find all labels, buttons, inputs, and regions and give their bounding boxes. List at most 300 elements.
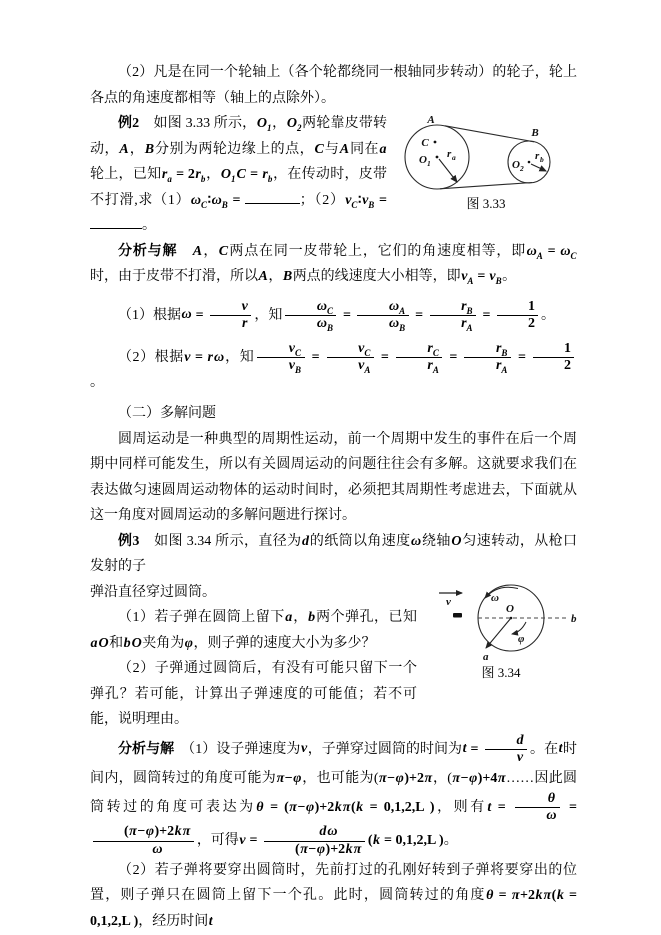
- text: (: [350, 800, 356, 816]
- text: ω: [327, 824, 338, 840]
- math-var: [239, 833, 246, 848]
- math-subscript: A: [467, 275, 474, 286]
- math-var: [207, 350, 213, 365]
- math-var: [543, 888, 552, 903]
- math-var: [258, 269, 268, 284]
- text: 。: [443, 833, 458, 849]
- text: =: [246, 833, 262, 849]
- text-run: [502, 269, 516, 284]
- math-var: [327, 824, 338, 839]
- text: d: [516, 732, 524, 748]
- text: 两个弹孔，已知: [315, 610, 418, 626]
- text-run: [478, 771, 498, 786]
- text: 两点的线速度大小相等，即: [292, 269, 461, 284]
- text: ，: [205, 167, 221, 182]
- text: =: [339, 307, 355, 323]
- text-run: [494, 888, 511, 903]
- text-run: [142, 218, 156, 233]
- text: 。: [90, 374, 104, 390]
- bold-label: [118, 244, 177, 259]
- math-var: [373, 833, 381, 848]
- text: π: [289, 800, 297, 816]
- math-subscript: A: [432, 364, 439, 375]
- para-periodicity-intro: [90, 427, 577, 529]
- text: a: [285, 610, 293, 626]
- text-run: [285, 771, 293, 786]
- text: （2）凡是在同一个轮轴上（各个轮都绕同一根轴同步转动）的轮子，轮上各点的角速度都相等（轴上的点除外）。: [90, 65, 577, 106]
- math-var: [358, 358, 371, 373]
- math-var: [184, 350, 191, 365]
- text: =: [491, 800, 512, 816]
- text-run: [90, 375, 104, 390]
- text: ∶: [207, 192, 212, 208]
- text-run: [206, 167, 221, 182]
- text: π: [276, 770, 285, 786]
- text-run: [139, 534, 301, 549]
- point-C-dot: [434, 141, 437, 144]
- label-B: B: [531, 127, 539, 139]
- math-var: [286, 116, 302, 131]
- text: 。在: [530, 741, 559, 757]
- text-run: [308, 741, 462, 756]
- text: r: [161, 167, 168, 182]
- label-O: O: [506, 602, 514, 615]
- text-run: [387, 771, 395, 786]
- label-C: C: [421, 137, 429, 149]
- text: 。: [502, 269, 517, 284]
- math-subscript: A: [399, 305, 406, 316]
- text-run: [268, 269, 282, 284]
- math-var: [342, 800, 351, 815]
- math-subscript: a: [167, 173, 172, 184]
- bold-label: [118, 116, 139, 131]
- math-var: [535, 888, 543, 903]
- text-run: [293, 269, 461, 284]
- text: )+4: [477, 770, 498, 786]
- text: −: [308, 841, 317, 857]
- text: v: [489, 269, 496, 284]
- text-run: [124, 824, 129, 839]
- math-subscript: C: [432, 347, 439, 358]
- text: r: [207, 349, 213, 365]
- text-run: [197, 833, 239, 848]
- text: =: [473, 269, 489, 284]
- math-subscript: B: [399, 322, 406, 333]
- text: （1）根据: [118, 307, 181, 323]
- text: v: [288, 357, 295, 373]
- label-ra: r: [447, 148, 452, 160]
- fraction: [264, 824, 365, 857]
- text-run: [461, 771, 469, 786]
- text: v: [184, 349, 191, 365]
- text: −: [137, 824, 146, 840]
- math-subscript: b: [267, 173, 273, 184]
- fraction: [285, 299, 336, 332]
- math-var: [495, 358, 507, 373]
- text: 和: [109, 635, 124, 651]
- text: t: [462, 741, 467, 757]
- text-run: [350, 142, 379, 157]
- text-run: [177, 244, 192, 259]
- text-run: [520, 888, 535, 903]
- text: A: [192, 243, 203, 259]
- text: =: [228, 192, 245, 208]
- fraction: [497, 299, 538, 332]
- text: ，则有: [434, 800, 487, 816]
- text-run: [474, 269, 489, 284]
- text: = 0,1,2,L ): [90, 888, 578, 929]
- text: v: [300, 741, 308, 757]
- math-var: [497, 771, 506, 786]
- math-var: [452, 771, 461, 786]
- text-run: [530, 741, 558, 756]
- text-run: [326, 842, 346, 857]
- text: =: [190, 349, 208, 365]
- text-run: [300, 193, 345, 208]
- math-var: [190, 193, 207, 208]
- text-run: [118, 307, 181, 322]
- text: 2: [564, 357, 571, 373]
- math-var: [424, 771, 433, 786]
- text: ，(: [432, 770, 452, 786]
- math-var: [288, 341, 301, 356]
- text: （1）设子弹速度为: [174, 741, 301, 757]
- text-run: [229, 244, 527, 259]
- text: k: [556, 888, 564, 904]
- text: r: [195, 167, 201, 182]
- text: B: [144, 141, 155, 157]
- text: φ: [395, 770, 404, 786]
- math-var: [236, 167, 246, 182]
- math-subscript: 1: [231, 173, 236, 184]
- text: v: [461, 269, 468, 284]
- text-run: [543, 244, 560, 259]
- math-var: [461, 269, 474, 284]
- text: ，经历时间: [138, 913, 209, 929]
- text: ω: [411, 533, 422, 549]
- text: （2）根据: [118, 349, 184, 365]
- math-subscript: C: [326, 305, 333, 316]
- math-var: [152, 842, 163, 857]
- text: π: [511, 888, 520, 904]
- math-var: [489, 269, 502, 284]
- text: +2: [520, 888, 535, 904]
- text: （二）多解问题: [118, 406, 216, 422]
- text-run: [514, 350, 530, 365]
- text: =: [246, 167, 262, 182]
- text-run: [381, 833, 444, 848]
- text-run: [254, 307, 282, 322]
- text-run: [435, 800, 487, 815]
- text-run: [315, 800, 335, 815]
- math-var: [98, 636, 109, 651]
- text: A: [339, 141, 350, 157]
- text: r: [461, 298, 467, 314]
- text-run: [174, 741, 300, 756]
- text: )+2: [314, 800, 335, 816]
- math-subscript: b: [200, 173, 206, 184]
- text-run: [564, 341, 571, 356]
- text: ，: [271, 116, 287, 131]
- text: ω: [181, 307, 192, 323]
- text: 1: [564, 340, 571, 356]
- text: r: [461, 315, 467, 331]
- math-subscript: B: [495, 275, 502, 286]
- math-subscript: A: [536, 250, 543, 261]
- math-var: [282, 269, 292, 284]
- text: r: [495, 357, 502, 373]
- math-var: [511, 888, 520, 903]
- text-run: [404, 771, 424, 786]
- text: =: [445, 349, 462, 365]
- math-var: [388, 316, 405, 331]
- text-run: [264, 800, 289, 815]
- text-run: [316, 610, 417, 625]
- text: ω: [152, 841, 163, 857]
- para-example3-line1: [90, 529, 577, 580]
- text: = 0,1,2,L ): [363, 800, 435, 816]
- text: A: [119, 141, 129, 157]
- text: 轮上，已知: [90, 167, 162, 182]
- text: （2）若子弹将要穿出圆筒时，先前打过的孔刚好转到子弹将要穿出的位置，则子弹只在圆筒上留下一个孔。此时，圆筒转过的角度: [90, 862, 577, 904]
- text: )+2: [154, 824, 175, 840]
- math-var: [353, 842, 362, 857]
- text: = 2: [172, 167, 195, 182]
- math-var: [395, 771, 404, 786]
- text: −: [460, 770, 469, 786]
- text: O: [98, 635, 109, 651]
- text: 如图 3.33 所示，: [139, 116, 257, 131]
- text: O: [131, 635, 142, 651]
- text: ，可得: [196, 833, 239, 849]
- text: ，: [292, 610, 308, 626]
- text: 同在: [349, 141, 380, 157]
- text: d: [301, 533, 309, 549]
- text: v: [358, 357, 365, 373]
- text: ，则子弹的速度大小为多少？: [193, 635, 376, 651]
- text-run: [246, 167, 262, 182]
- text: r: [241, 315, 248, 331]
- math-var: [469, 771, 478, 786]
- text-run: [118, 610, 285, 625]
- math-var: [516, 750, 523, 765]
- text: r: [262, 167, 268, 182]
- math-var: [427, 341, 439, 356]
- math-var: [288, 358, 301, 373]
- text: v: [516, 749, 524, 765]
- figure-3-34: [425, 582, 577, 681]
- text-run: [309, 534, 410, 549]
- math-var: [560, 244, 577, 259]
- text-run: [109, 636, 123, 651]
- text: a: [379, 141, 387, 157]
- label-b: b: [571, 612, 577, 625]
- text: )+2: [325, 841, 346, 857]
- text: ω: [211, 192, 222, 208]
- center-O1-dot: [436, 156, 439, 159]
- text: C: [236, 167, 246, 182]
- math-var: [378, 771, 387, 786]
- text: k: [373, 833, 380, 849]
- text: =: [376, 349, 393, 365]
- math-var: [339, 142, 349, 157]
- text: π: [342, 800, 351, 816]
- text: π: [378, 770, 387, 786]
- text: ，知: [254, 307, 283, 323]
- figure-3-34-drawing: [425, 582, 577, 664]
- text: 两轮靠皮带转动，: [90, 116, 388, 157]
- text-run: [324, 142, 339, 157]
- label-A: A: [427, 115, 435, 126]
- bold-label: [118, 534, 139, 549]
- text: (: [367, 833, 373, 849]
- text: =: [543, 243, 560, 259]
- text: t: [208, 913, 213, 929]
- text: (: [124, 824, 129, 840]
- text: 绕轴: [421, 533, 451, 549]
- math-var: [319, 824, 327, 839]
- text-run: [445, 350, 461, 365]
- text: k: [535, 888, 543, 904]
- label-phi: φ: [518, 632, 525, 645]
- text: (: [551, 888, 557, 904]
- text-run: [155, 824, 175, 839]
- text-run: [308, 350, 324, 365]
- text-run: [90, 269, 258, 284]
- text-run: [422, 534, 451, 549]
- math-subscript: C: [570, 250, 577, 261]
- text: 。: [142, 218, 156, 233]
- text-run: [563, 800, 577, 815]
- label-O2-sub: 2: [520, 164, 524, 173]
- text-run: [203, 244, 219, 259]
- text: =: [307, 349, 324, 365]
- text: θ: [547, 791, 556, 807]
- math-var: [256, 800, 264, 815]
- math-var: [388, 299, 405, 314]
- text: t: [487, 800, 492, 816]
- math-subscript: B: [221, 199, 228, 210]
- text: π: [543, 888, 552, 904]
- label-O1-sub: 1: [427, 159, 431, 168]
- label-O1: O: [419, 154, 427, 166]
- text: ……因此圆筒转过的角度可表达为: [90, 770, 578, 816]
- math-var: [362, 193, 375, 208]
- text: =: [479, 307, 495, 323]
- math-var: [218, 244, 228, 259]
- text: v: [362, 192, 369, 208]
- figure-3-33: [395, 115, 577, 212]
- text: r: [427, 340, 433, 356]
- text: ω: [388, 315, 400, 331]
- text: b: [123, 635, 131, 651]
- text: −: [297, 800, 306, 816]
- text: v: [345, 192, 352, 208]
- text-run: [375, 193, 387, 208]
- text: v: [288, 340, 295, 356]
- text: 匀速转动，从枪口发射的子: [90, 533, 578, 575]
- text: k: [356, 800, 364, 816]
- text: = 0,1,2,L ): [380, 833, 444, 849]
- math-var: [293, 771, 302, 786]
- text: 分别为两轮边缘上的点，: [154, 141, 315, 157]
- text-run: [193, 636, 375, 651]
- math-var: [345, 842, 353, 857]
- text: ，子弹穿过圆筒的时间为: [307, 741, 463, 757]
- text: k: [345, 841, 353, 857]
- text-run: [467, 741, 482, 756]
- math-var: [461, 299, 473, 314]
- text-run: [246, 833, 261, 848]
- math-subscript: B: [326, 322, 333, 333]
- label-rb-sub: b: [540, 155, 544, 164]
- text-run: [191, 350, 207, 365]
- text: [177, 244, 192, 259]
- math-var: [308, 610, 316, 625]
- radius-ra-arrow: [439, 159, 457, 182]
- math-var: [546, 808, 557, 823]
- text: O: [286, 116, 297, 131]
- belt-bottom-line: [440, 183, 532, 189]
- text-run: [228, 193, 244, 208]
- text-run: [90, 661, 417, 727]
- math-var: [379, 142, 387, 157]
- text-run: [90, 585, 216, 600]
- text: −: [387, 770, 396, 786]
- text-run: [492, 800, 512, 815]
- math-var: [547, 791, 555, 806]
- math-var: [145, 824, 154, 839]
- heading-multi-solution: [90, 401, 577, 427]
- text: ω: [214, 349, 225, 365]
- text-run: [138, 914, 208, 929]
- math-var: [119, 142, 129, 157]
- math-var: [90, 636, 98, 651]
- math-var: [262, 167, 273, 182]
- math-var: [358, 341, 371, 356]
- math-var: [174, 824, 182, 839]
- fraction: [357, 299, 408, 332]
- math-var: [211, 193, 228, 208]
- text-run: [412, 307, 427, 322]
- text-run: [118, 406, 216, 421]
- text: B: [282, 269, 293, 284]
- text-run: [118, 350, 184, 365]
- text: φ: [145, 824, 155, 840]
- text: 圆周运动是一种典型的周期性运动，前一个周期中发生的事件在后一个周期中同样可能发生，所以有关圆周运动的问题往往会有多解。这就要求我们在表达做匀速圆周运动物体的运动时间时，必须把其周期性考虑进去，下面就从这一角度对圆周运动的多解问题进行探讨。: [90, 431, 577, 524]
- math-var: [411, 534, 422, 549]
- text: v: [358, 340, 365, 356]
- math-var: [305, 800, 314, 815]
- math-var: [214, 350, 225, 365]
- fraction: [533, 341, 574, 374]
- fraction: [93, 824, 194, 857]
- text: θ: [256, 800, 264, 816]
- math-subscript: C: [364, 347, 371, 358]
- text: ，在传动时，皮带不打滑,求（1）: [90, 167, 388, 208]
- math-var: [516, 733, 524, 748]
- text-run: [368, 833, 373, 848]
- label-O2: O: [512, 159, 520, 171]
- math-subscript: B: [368, 199, 375, 210]
- fraction: [257, 341, 304, 374]
- text-run: [339, 307, 354, 322]
- text-run: [139, 116, 256, 131]
- text: a: [90, 635, 98, 651]
- equation-1: [90, 299, 577, 332]
- text: ，: [268, 269, 283, 284]
- text-run: [295, 842, 300, 857]
